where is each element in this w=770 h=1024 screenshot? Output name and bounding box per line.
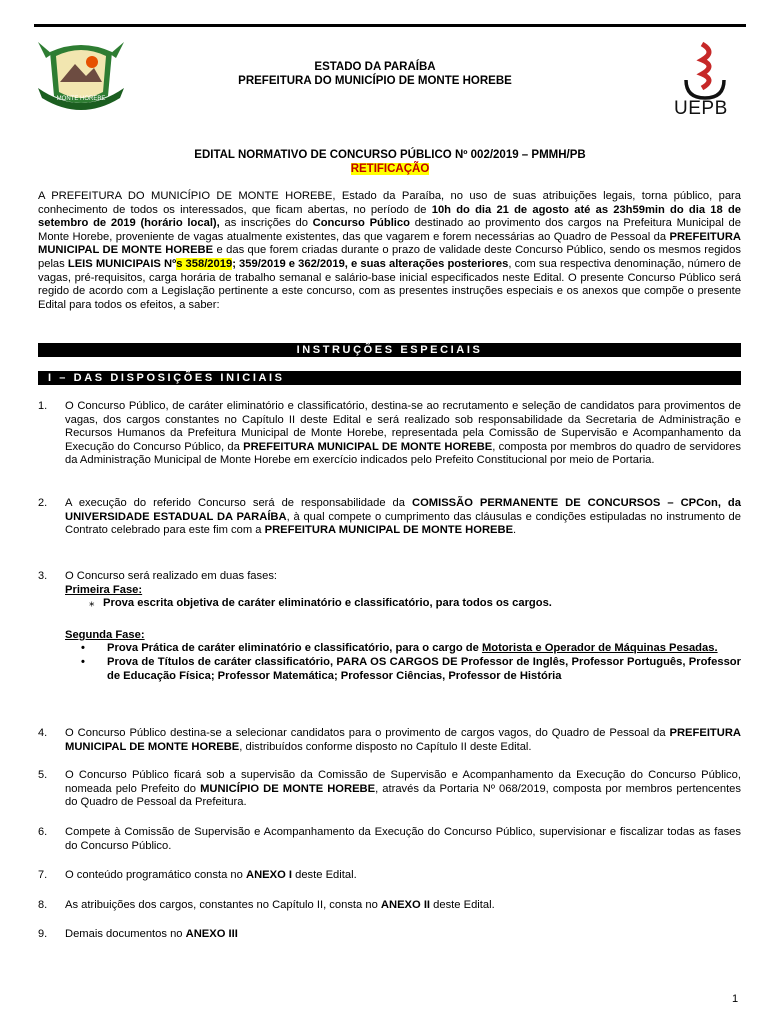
intro-text: A PREFEITURA DO MUNICÍPIO DE MONTE HOREBE, Estado da Paraíba, no uso de suas atribuições legais, torna público, para conhecimento de todos os interessados, que ficam abertas, no período de [38, 190, 741, 216]
phase-2-list [65, 642, 741, 683]
list-item-4 [38, 727, 741, 754]
item-number: 6. [38, 826, 48, 838]
intro-paragraph [38, 190, 741, 312]
item-bold: ANEXO I [245, 869, 292, 881]
list-item-2 [38, 497, 741, 538]
list-item-3 [38, 570, 741, 683]
page-number: 1 [732, 993, 739, 1005]
item-number: 7. [38, 869, 48, 881]
item-number: 9. [38, 928, 48, 940]
bullet-icon: • [81, 642, 85, 655]
list-item-1 [38, 400, 741, 468]
phase-1-label: Primeira Fase: [65, 583, 143, 596]
item-text: O Concurso será realizado em duas fases: [65, 570, 278, 582]
phase-2-label: Segunda Fase: [65, 628, 145, 641]
item-number: 2. [38, 497, 48, 509]
asterisk-bullet-icon: ⁎ [89, 597, 95, 610]
item-bold: MUNICÍPIO DE MONTE HOREBE [200, 782, 376, 795]
item-text: , através da Portaria Nº 068/2019, composta por membros pertencentes do Quadro de Pessoal da Prefeitura. [65, 782, 741, 809]
item-text: , composta por membros do quadro de servidores da Administração Municipal de Monte Horebe em exercício indicados pelo Prefeito Constitucional por meio de Portaria. [65, 440, 741, 467]
intro-leis: LEIS MUNICIPAIS Nº [67, 257, 177, 270]
top-rule [34, 24, 746, 27]
item-text: Compete à Comissão de Supervisão e Acompanhamento da Execução do Concurso Público, supervisionar e fiscalizar todas as fases do Concurso Público. [65, 826, 741, 852]
municipal-seal-logo [30, 34, 132, 112]
edital-title: EDITAL NORMATIVO DE CONCURSO PÚBLICO Nº 002/2019 – PMMH/PB [194, 149, 586, 161]
item-bold: PREFEITURA MUNICIPAL DE MONTE HOREBE [264, 524, 514, 537]
header-municipality: PREFEITURA DO MUNICÍPIO DE MONTE HOREBE [238, 75, 512, 87]
intro-prefeitura: PREFEITURA MUNICIPAL DE MONTE HOREBE [38, 230, 741, 257]
phase-1-item [65, 597, 741, 611]
phase-2-item-text: Prova Prática de caráter eliminatório e classificatório, para o cargo de [107, 642, 482, 655]
item-number: 4. [38, 727, 48, 739]
section-bar-instrucoes: INSTRUÇÕES ESPECIAIS [38, 343, 741, 357]
list-item-9 [38, 928, 741, 942]
edital-title-block [40, 148, 740, 176]
item-text: A execução do referido Concurso será de responsabilidade da [65, 497, 412, 509]
bullet-icon: • [81, 655, 85, 668]
list-item-8 [38, 899, 741, 913]
item-bold: ANEXO III [185, 928, 238, 940]
header-state: ESTADO DA PARAÍBA [314, 61, 436, 73]
item-text: . [513, 524, 517, 537]
intro-concurso: Concurso Público [312, 217, 410, 230]
intro-text: , com sua respectiva denominação, número de vagas, pré-requisitos, carga horária de trabalho semanal e salário-base inicial especificados neste Edital. O presente Concurso Público será regido de acordo com a Legislação pertinente a este concurso, com as presentes instruções especiais e os anexos que compõe o presente Edital para todos os efeitos, a saber: [38, 257, 741, 311]
phase-2-item-1 [65, 642, 741, 656]
intro-text: destinado ao provimento dos cargos na Prefeitura Municipal de Monte Horebe, proveniente de vagas atualmente existentes, das que vagarem e forem necessárias ao Quadro de Pessoal da [38, 217, 741, 243]
item-number: 1. [38, 400, 48, 412]
phase-2-item-text: Prova de Títulos de caráter classificatório, PARA OS CARGOS DE Professor de Inglês, Professor Português, Professor de Educação Física; Professor Matemática; Professor Ciências, Professor de História [107, 655, 741, 682]
svg-text:MONTE HOREBE: MONTE HOREBE [56, 96, 106, 102]
item-text: As atribuições dos cargos, constantes no Capítulo II, consta no [65, 899, 381, 911]
intro-text: e das que forem criadas durante o prazo de validade deste Concurso Público, sendo os mesmos regidos pelas [38, 244, 741, 270]
intro-leis-highlight: s 358/2019 [176, 257, 233, 270]
item-number: 3. [38, 570, 48, 582]
item-number: 8. [38, 899, 48, 911]
list-item-6 [38, 826, 741, 853]
item-text: O conteúdo programático consta no [65, 869, 246, 881]
list-item-7 [38, 869, 741, 883]
item-bold: ANEXO II [380, 899, 431, 911]
section-bar-disposicoes: I – DAS DISPOSIÇÕES INICIAIS [38, 371, 741, 385]
phase-1-item-text: Prova escrita objetiva de caráter eliminatório e classificatório, para todos os cargos. [103, 597, 552, 610]
item-text: , à qual compete o cumprimento das cláusulas e condições estipuladas no instrumento de Contrato celebrado para este fim com a [65, 510, 741, 537]
item-bold: PREFEITURA MUNICIPAL DE MONTE HOREBE [243, 440, 493, 453]
phase-2-item-underlined: Motorista e Operador de Máquinas Pesadas. [481, 642, 718, 655]
item-bold: PREFEITURA MUNICIPAL DE MONTE HOREBE [65, 727, 741, 753]
phase-2-item-2 [65, 656, 741, 683]
list-item-5 [38, 769, 741, 810]
intro-leis-cont: ; 359/2019 e 362/2019, e suas alterações posteriores [232, 257, 509, 270]
item-text: O Concurso Público, de caráter eliminatório e classificatório, destina-se ao recrutamento e seleção de candidatos para provimentos de vagas, dos cargos constantes no Capítulo II deste Edital e será realizado sob responsabilidade da Secretaria de Administração e Recursos Humanos da Prefeitura Municipal de Monte Horebe, representada pela Comissão de Supervisão e Acompanhamento da Execução do Concurso Público, da [65, 400, 741, 453]
retificacao-label: RETIFICAÇÃO [350, 163, 430, 175]
item-text: Demais documentos no [65, 928, 186, 940]
item-text: , distribuídos conforme disposto no Capítulo II deste Edital. [239, 740, 532, 753]
intro-period: 10h do dia 21 de agosto até as 23h59min do dia 18 de setembro de 2019 (horário local), [38, 203, 741, 230]
item-text: O Concurso Público ficará sob a supervisão da Comissão de Supervisão e Acompanhamento da Execução do Concurso Público, nomeada pelo Prefeito do [65, 769, 741, 795]
item-number: 5. [38, 769, 48, 781]
item-bold: COMISSÃO PERMANENTE DE CONCURSOS – CPCon, da UNIVERSIDADE ESTADUAL DA PARAÍBA [65, 497, 741, 523]
intro-text: as inscrições do [219, 217, 313, 230]
item-text: deste Edital. [292, 869, 357, 881]
uepb-logo-text: UEPB [674, 98, 728, 119]
item-text: deste Edital. [430, 899, 495, 911]
document-header [180, 60, 570, 88]
item-text: O Concurso Público destina-se a selecionar candidatos para o provimento de cargos vagos, do Quadro de Pessoal da [65, 727, 670, 739]
